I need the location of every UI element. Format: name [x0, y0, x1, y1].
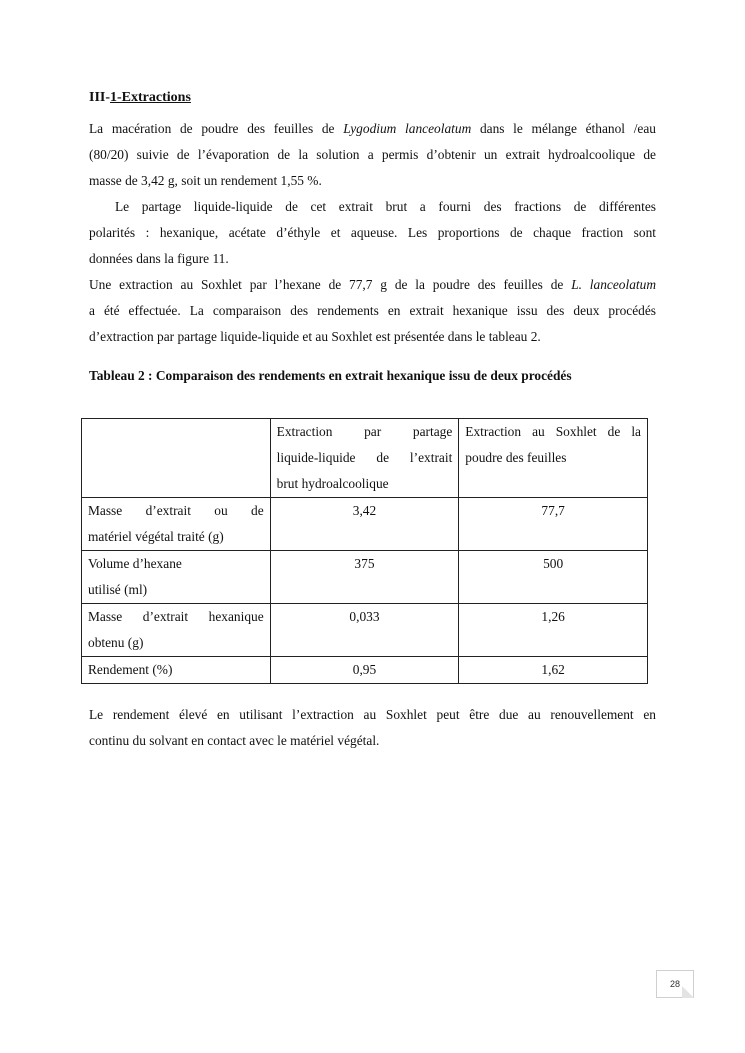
row-label — [82, 657, 271, 684]
label-line: Rendement (%) — [88, 662, 173, 677]
cell-value: 77,7 — [459, 498, 648, 551]
page-number-box — [656, 970, 694, 998]
cell-value: 1,62 — [459, 657, 648, 684]
paragraph-conclusion — [89, 702, 656, 754]
paragraph-line: données dans la figure 11. — [89, 251, 229, 266]
paragraph-partage — [89, 194, 656, 350]
row-label — [82, 498, 271, 551]
header-line: brut hydroalcoolique — [276, 476, 389, 491]
label-line: Masse d’extrait hexanique — [88, 609, 264, 624]
section-heading — [89, 88, 191, 108]
paragraph-line: d’extraction par partage liquide-liquide et au Soxhlet est présentée dans le tableau 2. — [89, 329, 541, 344]
header-line: Extraction par partage — [276, 424, 453, 439]
table-caption: Tableau 2 : Comparaison des rendements en extrait hexanique issu de deux procédés — [89, 368, 572, 383]
paragraph-line: Le rendement élevé en utilisant l’extraction au Soxhlet peut être due au renouvellement en — [89, 707, 656, 722]
section-prefix: III- — [89, 90, 111, 105]
cell-value: 3,42 — [270, 498, 459, 551]
paragraph-line: a été effectuée. La comparaison des rendements en extrait hexanique issu des deux procédés — [89, 303, 656, 318]
paragraph-maceration — [89, 116, 656, 194]
page-number: 28 — [669, 979, 680, 989]
text-run: dans le mélange éthanol /eau — [471, 121, 656, 136]
cell-value: 1,26 — [459, 604, 648, 657]
header-line: Extraction au Soxhlet de la — [465, 424, 641, 439]
paragraph-line: polarités : hexanique, acétate d’éthyle et aqueuse. Les proportions de chaque fraction sont — [89, 225, 656, 240]
table-row — [82, 604, 648, 657]
table-row — [82, 498, 648, 551]
cell-value: 0,033 — [270, 604, 459, 657]
comparison-table — [81, 418, 648, 684]
paragraph-line: Le partage liquide-liquide de cet extrait brut a fourni des fractions de différentes — [115, 199, 656, 214]
row-label — [82, 604, 271, 657]
species-name-short: L. lanceolatum — [571, 277, 657, 292]
table-header-row — [82, 419, 648, 498]
label-line: utilisé (ml) — [88, 582, 148, 597]
cell-value: 0,95 — [270, 657, 459, 684]
label-line: obtenu (g) — [88, 635, 144, 650]
paragraph-line: continu du solvant en contact avec le matériel végétal. — [89, 733, 380, 748]
page-curl-icon — [682, 986, 694, 998]
label-line: Masse d’extrait ou de — [88, 503, 264, 518]
header-line: poudre des feuilles — [465, 450, 567, 465]
label-line: matériel végétal traité (g) — [88, 529, 224, 544]
table-row — [82, 657, 648, 684]
section-title: 1-Extractions — [110, 90, 191, 105]
row-label — [82, 551, 271, 604]
text-run: Une extraction au Soxhlet par l’hexane de 77,7 g de la poudre des feuilles de — [89, 277, 572, 292]
cell-value: 375 — [270, 551, 459, 604]
species-name: Lygodium lanceolatum — [343, 121, 472, 136]
text-run: La macération de poudre des feuilles de — [89, 121, 344, 136]
table-header-empty — [82, 419, 271, 498]
paragraph-line — [89, 272, 656, 298]
label-line: Volume d’hexane — [88, 556, 182, 571]
header-line: liquide-liquide de l’extrait — [276, 450, 453, 465]
cell-value: 500 — [459, 551, 648, 604]
table-header-soxhlet — [459, 419, 648, 498]
paragraph-line: masse de 3,42 g, soit un rendement 1,55 %. — [89, 173, 322, 188]
table-row — [82, 551, 648, 604]
paragraph-line — [89, 116, 656, 142]
table-header-liquid-liquid — [270, 419, 459, 498]
paragraph-line: (80/20) suivie de l’évaporation de la solution a permis d’obtenir un extrait hydroalcoolique de — [89, 147, 656, 162]
